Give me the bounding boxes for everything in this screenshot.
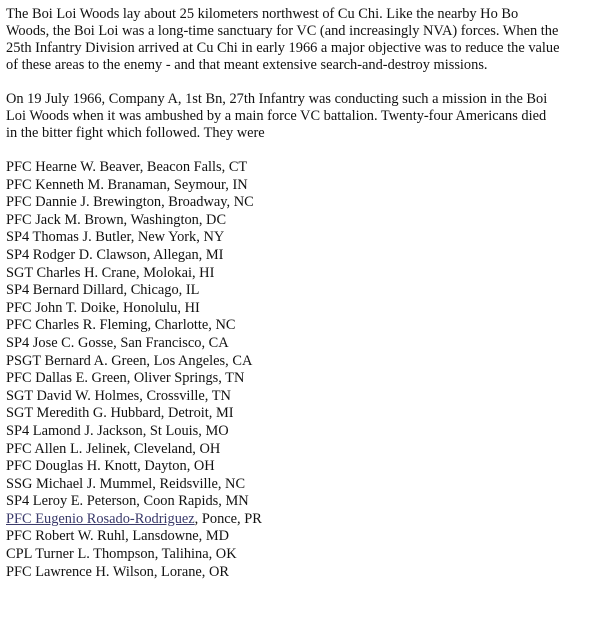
casualty-list-item: SSG Michael J. Mummel, Reidsville, NC [6, 475, 246, 492]
casualty-list-item: SP4 Thomas J. Butler, New York, NY [6, 229, 225, 246]
casualty-list-item: PFC Jack M. Brown, Washington, DC [6, 211, 227, 228]
casualty-list-item: PFC Kenneth M. Branaman, Seymour, IN [6, 176, 248, 193]
ambush-paragraph: On 19 July 1966, Company A, 1st Bn, 27th Infantry was conducting such a mission in the Boi Loi Woods when it was ambushed by a main force VC battalion. Twenty-four Americans died in the bitter fight which followed. They were [6, 91, 548, 141]
casualty-list-item: PFC Hearne W. Beaver, Beacon Falls, CT [6, 159, 248, 175]
casualty-list-item: SP4 Jose C. Gosse, San Francisco, CA [6, 334, 229, 351]
casualty-list-item: PFC Lawrence H. Wilson, Lorane, OR [6, 563, 229, 580]
casualty-list-item: SGT David W. Holmes, Crossville, TN [6, 387, 231, 404]
casualty-name-link[interactable]: PFC Eugenio Rosado-Rodriguez [6, 510, 195, 527]
casualty-list-item-linked [6, 511, 588, 529]
casualty-list-item: SP4 Rodger D. Clawson, Allegan, MI [6, 246, 224, 263]
casualty-list-item: PFC Charles R. Fleming, Charlotte, NC [6, 317, 236, 334]
casualty-hometown-text: , Ponce, PR [194, 510, 262, 527]
casualty-list-item: SGT Meredith G. Hubbard, Detroit, MI [6, 405, 234, 422]
casualty-list-item: SP4 Leroy E. Peterson, Coon Rapids, MN [6, 493, 249, 510]
intro-paragraph: The Boi Loi Woods lay about 25 kilometers northwest of Cu Chi. Like the nearby Ho Bo Woods, the Boi Loi was a long-time sanctuary for VC (and increasingly NVA) forces. When the 25th Infantry Division arrived at Cu Chi in early 1966 a major objective was to reduce the value of these areas to the enemy - and that meant extensive search-and-destroy missions. [6, 6, 560, 73]
casualty-list-item: PFC Dallas E. Green, Oliver Springs, TN [6, 370, 245, 387]
casualty-list [6, 159, 588, 581]
casualty-list-item: SGT Charles H. Crane, Molokai, HI [6, 264, 215, 281]
casualty-list-item: PFC Douglas H. Knott, Dayton, OH [6, 458, 215, 475]
casualty-list-item: PFC Robert W. Ruhl, Lansdowne, MD [6, 528, 230, 545]
casualty-list-item: SP4 Lamond J. Jackson, St Louis, MO [6, 422, 229, 439]
casualty-list-item: CPL Turner L. Thompson, Talihina, OK [6, 546, 237, 563]
casualty-list-item: SP4 Bernard Dillard, Chicago, IL [6, 282, 200, 299]
casualty-list-item: PSGT Bernard A. Green, Los Angeles, CA [6, 352, 253, 369]
casualty-list-item: PFC Dannie J. Brewington, Broadway, NC [6, 194, 254, 211]
casualty-list-item: PFC John T. Doike, Honolulu, HI [6, 299, 200, 316]
casualty-list-item: PFC Allen L. Jelinek, Cleveland, OH [6, 440, 221, 457]
